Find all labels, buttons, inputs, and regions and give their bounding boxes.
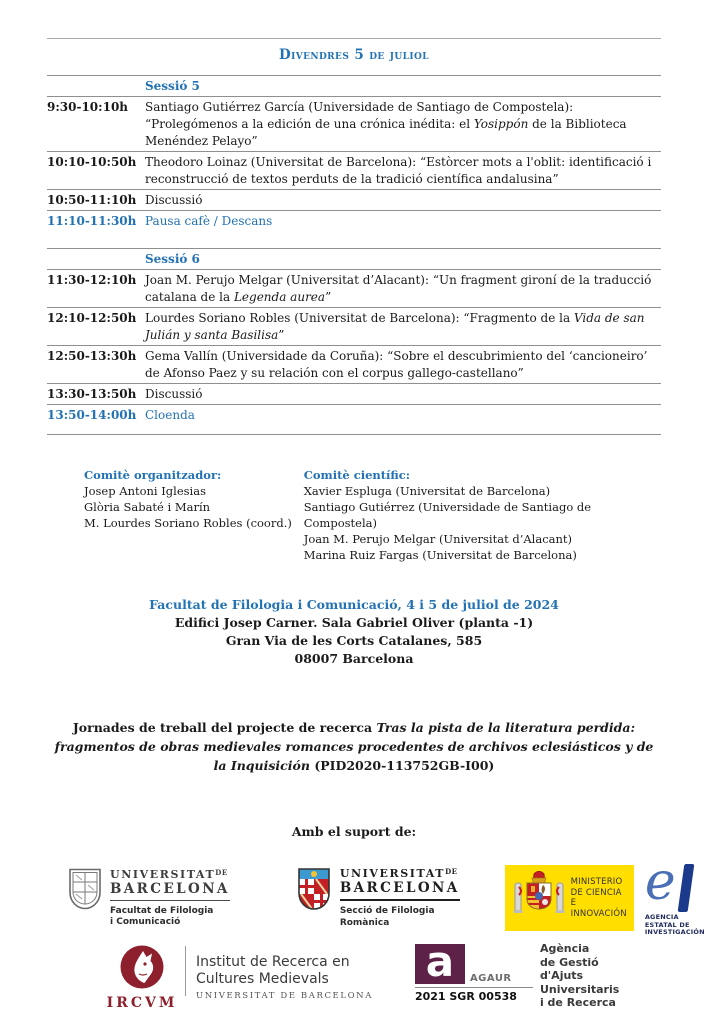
aei-bar-icon [677, 864, 694, 912]
ub-romanica-text: $UNIVERSITAT^{DE}$ BARCELONA Secció de Filologia Romànica [339, 867, 460, 928]
session-description: Discussió [145, 193, 203, 207]
session-time: 11:10-11:30h [47, 214, 137, 228]
session-time: 11:30-12:10h [47, 273, 137, 287]
ircvm-text: Institut de Recerca en Cultures Medievals UNIVERSITAT DE BARCELONA [196, 954, 373, 1001]
agaur-acronym: AGAUR [469, 973, 512, 984]
scientific-committee-title: Comitè científic: [303, 468, 411, 482]
venue-title: Facultat de Filologia i Comunicació, 4 i 5 de juliol de 2024 [149, 597, 559, 612]
session-description: Cloenda [145, 408, 195, 422]
schedule-table [47, 75, 661, 435]
divider [340, 899, 460, 901]
divider [415, 987, 533, 988]
organizing-committee [84, 467, 304, 563]
agaur-name: Agència de Gestió d'Ajuts Universitaris i de Recerca [539, 942, 620, 1009]
ub-shield-gray-icon [68, 868, 102, 914]
schedule-row-session6 [47, 249, 661, 270]
session-description: Pausa cafè / Descans [145, 214, 273, 228]
support-heading: Amb el suport de: [291, 824, 417, 839]
session-time [47, 249, 145, 270]
committee-member: Santiago Gutiérrez (Universidade de Santiago de Compostela) [303, 500, 592, 530]
session-time [47, 76, 145, 97]
ministerio-text: MINISTERIO DE CIENCIA E INNOVACIÓN [570, 877, 627, 919]
scientific-committee [304, 467, 661, 563]
session-description: Lourdes Soriano Robles (Universitat de Barcelona): “Fragmento de la Vida de san Julián y santa Basilisa” [145, 311, 645, 342]
session-description: Theodoro Loinaz (Universitat de Barcelona): “Estòrcer mots a l'oblit: identificació i reconstrucció de textos perduts de la tradició científica andalusina” [145, 155, 652, 186]
committee-member: Xavier Espluga (Universitat de Barcelona) [303, 484, 551, 498]
schedule-row [47, 190, 661, 211]
session-description: Joan M. Perujo Melgar (Universitat d’Alacant): “Un fragment gironí de la traducció catalana de la Legenda aurea” [145, 273, 652, 304]
organizing-committee-title: Comitè organitzador: [84, 468, 222, 482]
logo-row-1 [47, 852, 705, 936]
session-time: 12:50-13:30h [47, 349, 137, 363]
divider [185, 946, 186, 996]
aei-logo [643, 852, 705, 936]
ub-university-name: $UNIVERSITAT^{DE}$ [339, 867, 458, 880]
ub-shield-color-icon [296, 867, 332, 915]
schedule-row [47, 384, 661, 405]
session-description: Santiago Gutiérrez García (Universidade de Santiago de Compostela): “Prolegómenos a la edición de una crónica inédita: el Yosippón de la Biblioteca Menéndez Pelayo” [145, 100, 627, 148]
committee-member: Marina Ruiz Fargas (Universitat de Barcelona) [303, 548, 577, 562]
ircvm-university: UNIVERSITAT DE BARCELONA [196, 991, 373, 1001]
session-time: 10:50-11:10h [47, 193, 137, 207]
ub-university-name: $UNIVERSITAT^{DE}$ [110, 867, 228, 881]
venue-street: Gran Via de les Corts Catalanes, 585 [225, 633, 483, 648]
ub-filologia-text: $UNIVERSITAT^{DE}$ BARCELONA Facultat de Filologia i Comunicació [110, 867, 230, 927]
project-note: Jornades de treball del projecte de recerca Tras la pista de la literatura perdida: fragmentos de obras medievales romances procedentes de archivos eclesiásticos y de la Inquisición (PID2020-113752GB-I00) [54, 720, 654, 773]
schedule-row [47, 308, 661, 346]
session-time: 13:50-14:00h [47, 408, 137, 422]
committee-member: Joan M. Perujo Melgar (Universitat d’Alacant) [303, 532, 573, 546]
session-time: 12:10-12:50h [47, 311, 137, 325]
schedule-row-break [47, 211, 661, 249]
divider [110, 900, 230, 901]
session-time: 9:30-10:10h [47, 100, 129, 114]
spain-coat-of-arms-icon [512, 869, 566, 927]
venue-block [47, 596, 661, 668]
agaur-a-icon: a [415, 944, 465, 984]
session-label: Sessió 6 [145, 252, 200, 266]
schedule-row [47, 346, 661, 384]
schedule-row [47, 270, 661, 308]
session-time: 13:30-13:50h [47, 387, 137, 401]
session-description: Gema Vallín (Universidade da Coruña): “Sobre el descubrimiento del ‘cancioneiro’ de Afonso Paez y su relación con el corpus gallego-castellano” [145, 349, 648, 380]
ircvm-logo [103, 944, 373, 1011]
committee-member: Glòria Sabaté i Marín [84, 500, 211, 514]
committee-member: Josep Antoni Iglesias [84, 484, 206, 498]
logo-row-2 [47, 944, 661, 1011]
aei-text: AGENCIA ESTATAL DE INVESTIGACIÓN [644, 913, 705, 936]
day-header [47, 38, 661, 63]
session-description: Discussió [145, 387, 203, 401]
venue-city: 08007 Barcelona [294, 651, 414, 666]
agaur-sgr-number: 2021 SGR 00538 [414, 990, 517, 1003]
schedule-row-closing [47, 405, 661, 435]
ub-filologia-logo [68, 868, 230, 929]
schedule-row [47, 152, 661, 190]
schedule-row-session5 [47, 76, 661, 97]
ircvm-acronym: IRCVM [106, 995, 178, 1011]
venue-building: Edifici Josep Carner. Sala Gabriel Oliver (planta -1) [174, 615, 534, 630]
ub-unit-name: Secció de Filologia Romànica [339, 906, 435, 928]
ircvm-emblem-block [103, 944, 181, 1011]
aei-e-icon: e [644, 852, 676, 912]
session-label: Sessió 5 [145, 79, 200, 93]
ub-romanica-logo [296, 867, 460, 929]
ub-unit-name: Facultat de Filologia i Comunicació [110, 905, 214, 927]
day-title: Divendres 5 de juliol [278, 47, 429, 63]
schedule-row [47, 97, 661, 152]
session-time: 10:10-10:50h [47, 155, 137, 169]
ircvm-emblem-icon [119, 944, 165, 994]
committee-member: M. Lourdes Soriano Robles (coord.) [84, 516, 292, 530]
ministerio-ciencia-logo [505, 865, 634, 931]
committees [84, 467, 661, 563]
